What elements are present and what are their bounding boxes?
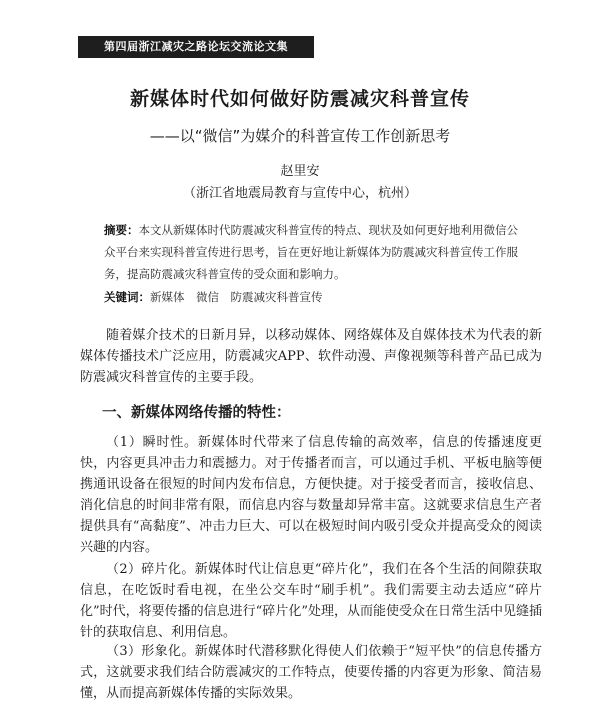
proceedings-banner: 第四届浙江减灾之路论坛交流论文集 (78, 36, 314, 58)
paper-title: 新媒体时代如何做好防震减灾科普宣传 (129, 88, 470, 110)
keywords-text: 新媒体 微信 防震减灾科普宣传 (150, 290, 323, 304)
abstract (104, 219, 522, 285)
keywords (104, 287, 522, 307)
paper-subtitle: ——以“微信”为媒介的科普宣传工作创新思考 (149, 127, 451, 145)
author-affiliation: （浙江省地震局教育与宣传中心，杭州） (182, 186, 417, 201)
abstract-text: 本文从新媒体时代防震减灾科普宣传的特点、现状及如何更好地利用微信公众平台来实现科普宣传进行思考，旨在更好地让新媒体为防震减灾科普宣传工作服务，提高防震减灾科普宣传的受众面和影响力。 (104, 223, 518, 281)
paragraph-immediacy: （1）瞬时性。新媒体时代带来了信息传输的高效率，信息的传播速度更快，内容更具冲击力和震撼力。对于传播者而言，可以通过手机、平板电脑等便携通讯设备在很短的时间内发布信息，方便快捷。对于接受者而言，接收信息、消化信息的时间非常有限，而信息内容与数量却异常丰富。这就要求信息生产者提供具有“高黏度”、冲击力巨大、可以在极短时间内吸引受众并提高受众的阅读兴趣的内容。 (80, 435, 542, 555)
abstract-label: 摘要： (104, 223, 139, 237)
author-name: 赵里安 (280, 164, 320, 179)
section-heading: 一、新媒体网络传播的特性： (102, 405, 291, 421)
keywords-label: 关键词： (104, 290, 150, 304)
paragraph-visualization: （3）形象化。新媒体时代潜移默化得使人们依赖于“短平快”的信息传播方式，这就要求我们结合防震减灾的工作特点，使要传播的内容更为形象、简洁易懂，从而提高新媒体传播的实际效果。 (80, 644, 542, 701)
paragraph-fragmentation: （2）碎片化。新媒体时代让信息更“碎片化”，我们在各个生活的间隙获取信息，在吃饭时看电视，在坐公交车时“刷手机”。我们需要主动去适应“碎片化”时代，将要传播的信息进行“碎片化”处理，从而能使受众在日常生活中见缝插针的获取信息、利用信息。 (80, 562, 542, 640)
intro-paragraph: 随着媒介技术的日新月异，以移动媒体、网络媒体及自媒体技术为代表的新媒体传播技术广泛应用，防震减灾APP、软件动漫、声像视频等科普产品已成为防震减灾科普宣传的主要手段。 (80, 328, 542, 385)
